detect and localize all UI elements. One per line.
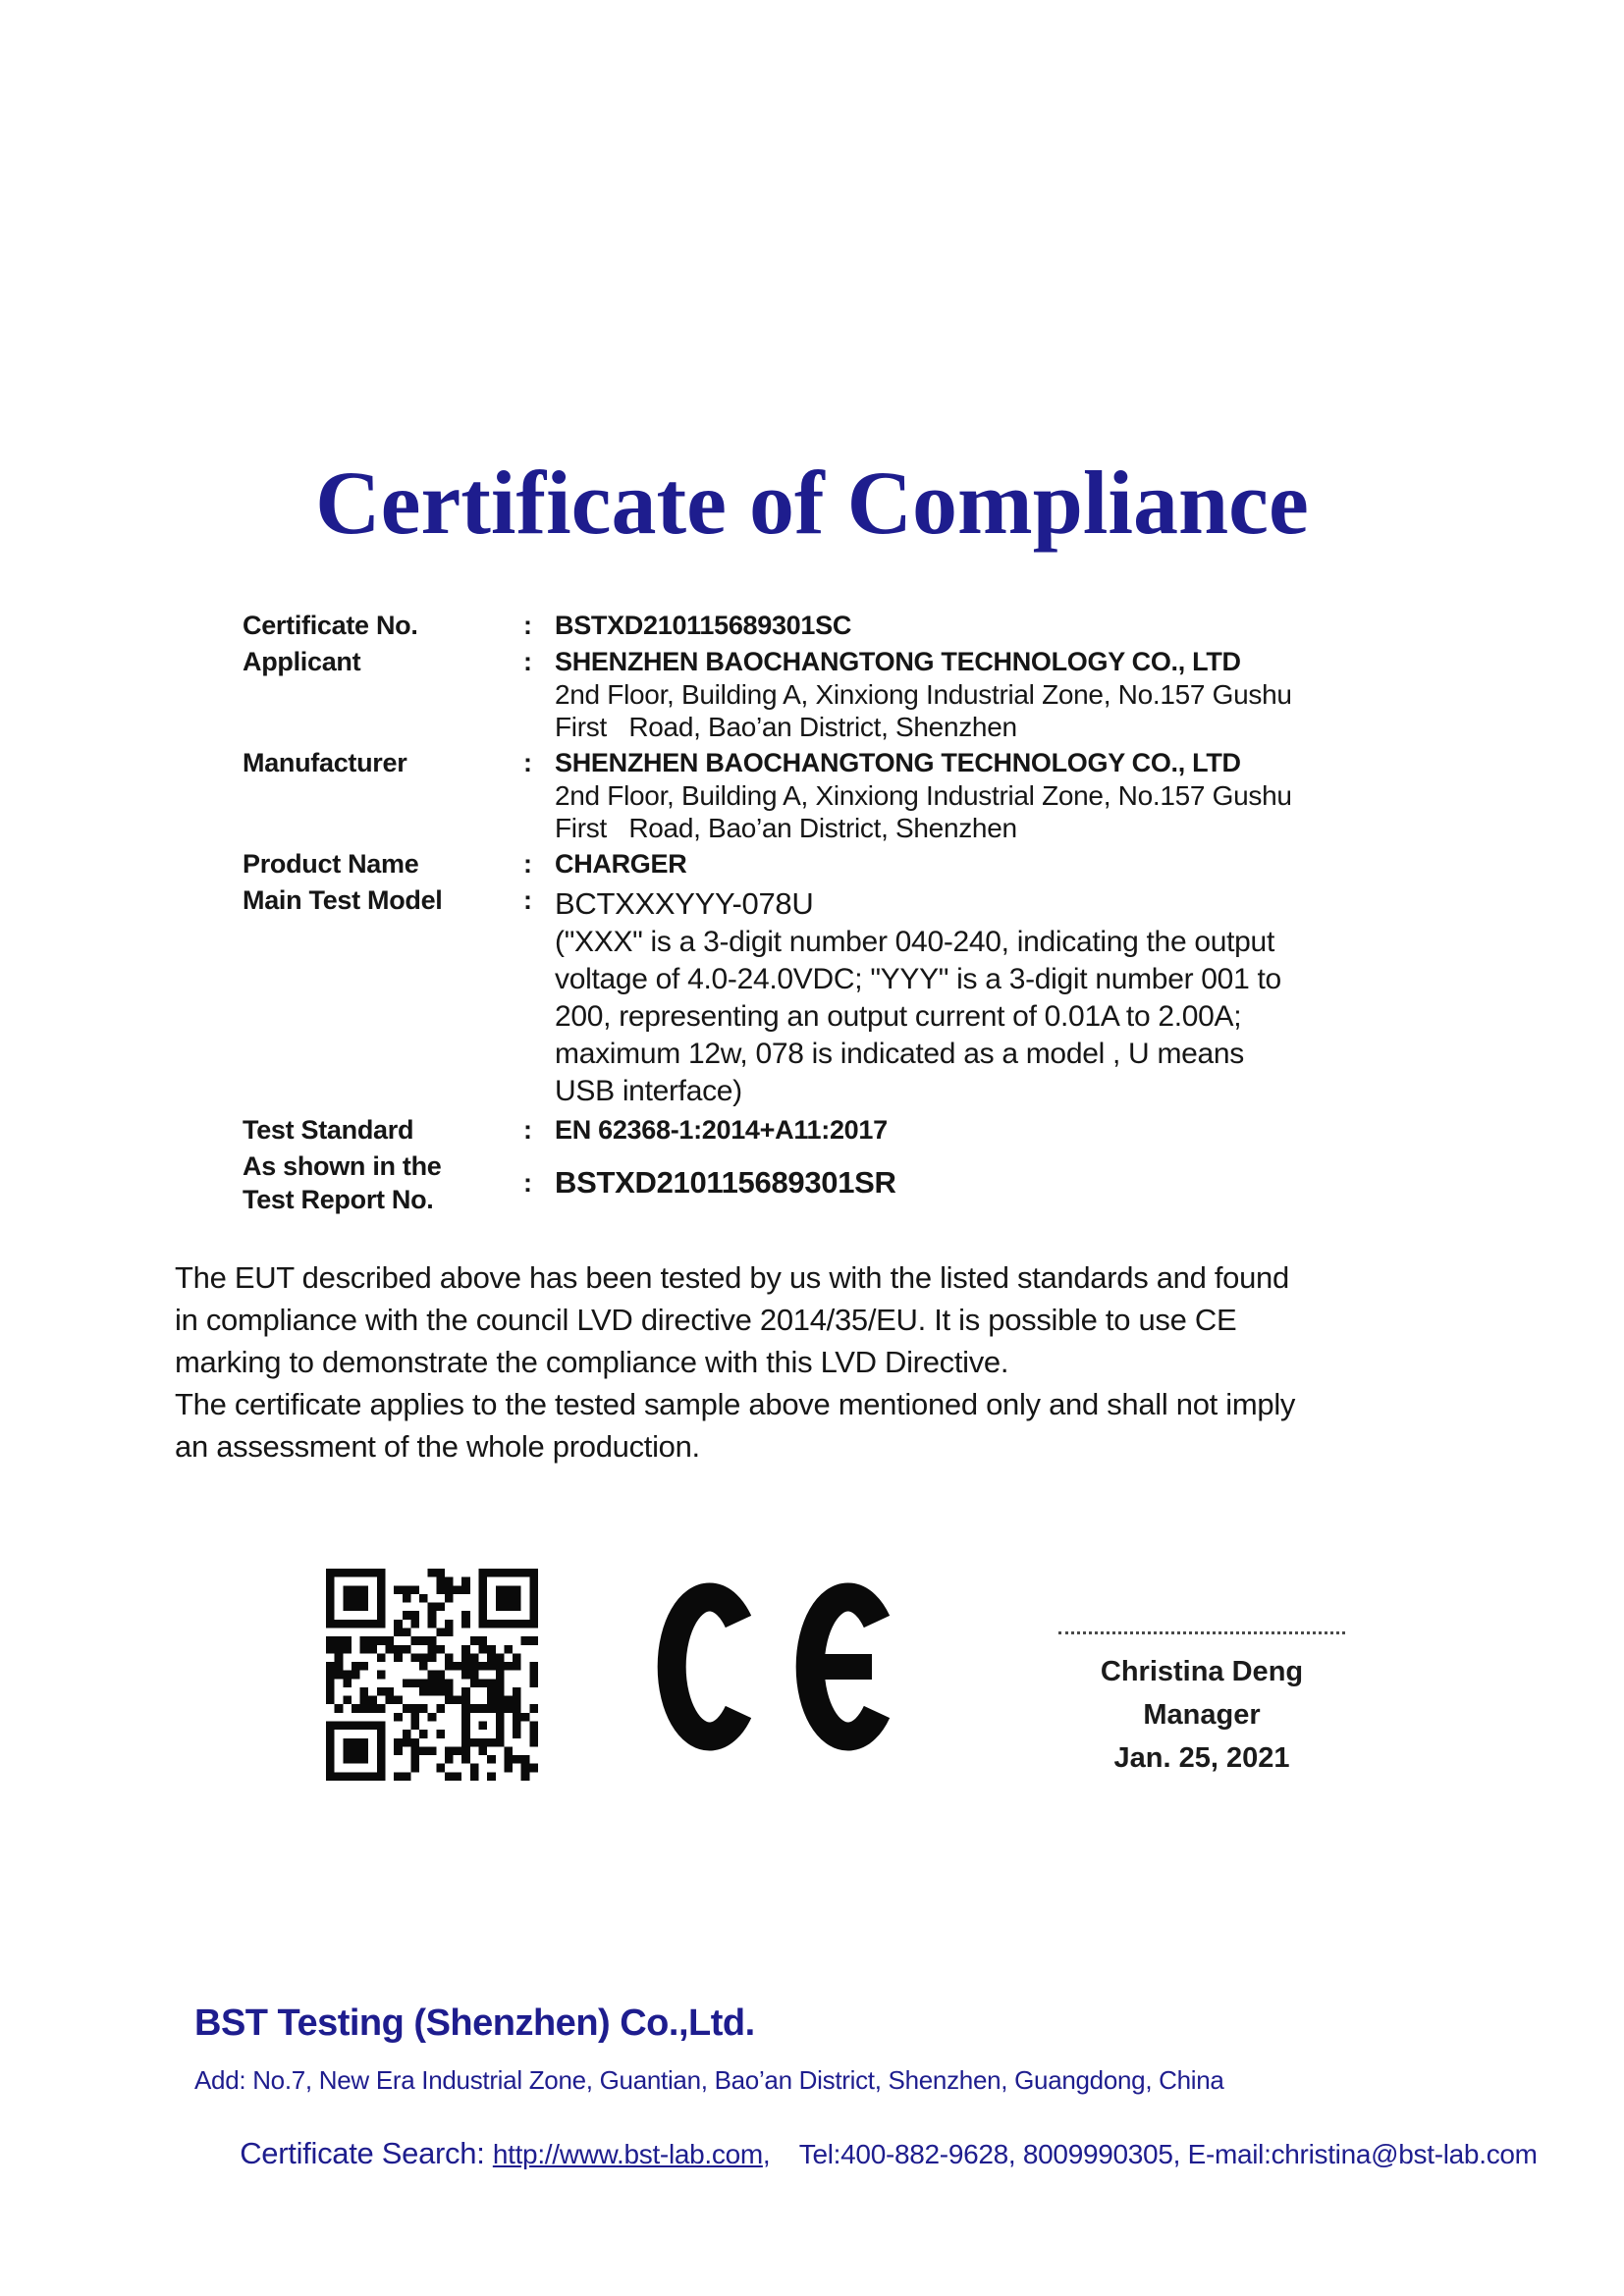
detail-label: Product Name — [243, 849, 419, 879]
body-line: an assessment of the whole production. — [175, 1429, 700, 1464]
detail-colon: : — [523, 748, 532, 777]
signatory-role: Manager — [1143, 1699, 1261, 1731]
detail-colon: : — [523, 849, 532, 879]
detail-colon: : — [523, 647, 532, 676]
qr-code-icon — [326, 1569, 538, 1781]
footer-company-name: BST Testing (Shenzhen) Co.,Ltd. — [194, 2002, 755, 2044]
detail-row — [243, 883, 1401, 1110]
body-paragraphs — [175, 1256, 1451, 1468]
detail-value: BCTXXXYYY-078U ("XXX" is a 3-digit number 040-240, indicating the output voltage of 4.0-24.0VDC; "YYY" is a 3-digit number 001 to 200, representing an output current of 0.01A to 2.00A; maximum 12w, 078 is indicated as a model , U means USB interface) — [555, 886, 1281, 1107]
detail-row — [243, 1113, 1401, 1147]
body-line: The EUT described above has been tested by us with the listed standards and found — [175, 1260, 1289, 1295]
detail-label: Main Test Model — [243, 885, 443, 915]
detail-colon: : — [523, 611, 532, 640]
detail-value: CHARGER — [555, 849, 687, 879]
detail-row — [243, 847, 1401, 881]
detail-colon: : — [523, 1115, 532, 1145]
detail-row — [243, 645, 1401, 743]
detail-value: BSTXD210115689301SR — [555, 1165, 896, 1200]
detail-value: EN 62368-1:2014+A11:2017 — [555, 1115, 888, 1145]
detail-label: Manufacturer — [243, 748, 407, 777]
detail-row — [243, 746, 1401, 844]
ce-mark-icon — [656, 1580, 893, 1753]
body-line: marking to demonstrate the compliance with this LVD Directive. — [175, 1345, 1009, 1379]
certificate-search-line — [192, 2103, 1538, 2205]
signature-block — [1045, 1622, 1359, 1780]
detail-row — [243, 1149, 1401, 1216]
detail-label: Certificate No. — [243, 611, 418, 640]
detail-value: SHENZHEN BAOCHANGTONG TECHNOLOGY CO., LTD 2nd Floor, Building A, Xinxiong Industrial Zone, No.157 Gushu First Road, Bao’an District, Shenzhen — [555, 748, 1292, 843]
detail-value: SHENZHEN BAOCHANGTONG TECHNOLOGY CO., LTD 2nd Floor, Building A, Xinxiong Industrial Zone, No.157 Gushu First Road, Bao’an District, Shenzhen — [555, 647, 1292, 742]
detail-row — [243, 609, 1401, 642]
detail-label: As shown in the Test Report No. — [243, 1151, 442, 1214]
body-line: in compliance with the council LVD directive 2014/35/EU. It is possible to use CE — [175, 1303, 1237, 1337]
signature-date: Jan. 25, 2021 — [1113, 1742, 1290, 1774]
detail-value: BSTXD210115689301SC — [555, 611, 852, 640]
detail-label: Test Standard — [243, 1115, 414, 1145]
detail-colon: : — [523, 885, 532, 915]
signature-dotted-line — [1058, 1631, 1345, 1634]
footer-address: Add: No.7, New Era Industrial Zone, Guantian, Bao’an District, Shenzhen, Guangdong, China — [194, 2065, 1224, 2095]
footer-contact: , Tel:400-882-9628, 8009990305, E-mail:christina@bst-lab.com — [762, 2139, 1538, 2169]
certificate-search-label: Certificate Search: — [240, 2136, 493, 2170]
certificate-search-link[interactable]: http://www.bst-lab.com — [492, 2139, 763, 2169]
signatory-name: Christina Deng — [1100, 1656, 1304, 1687]
detail-label: Applicant — [243, 647, 361, 676]
details-table — [243, 609, 1401, 1219]
certificate-title: Certificate of Compliance — [315, 453, 1309, 553]
detail-colon: : — [523, 1168, 532, 1198]
body-line: The certificate applies to the tested sample above mentioned only and shall not imply — [175, 1387, 1296, 1421]
